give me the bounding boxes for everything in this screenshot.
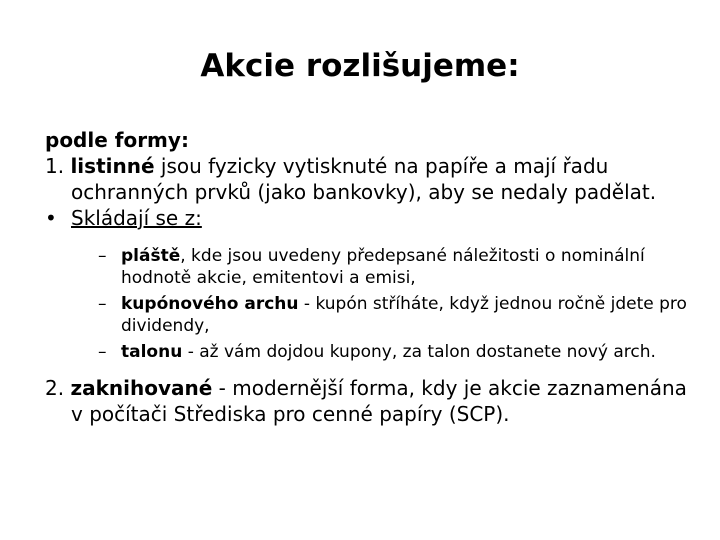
slide-title: Akcie rozlišujeme:: [200, 48, 520, 84]
section-heading: [45, 127, 705, 153]
dash-icon: –: [98, 294, 107, 314]
item-2-number: 2.: [45, 376, 65, 400]
item-2-term: zaknihované: [70, 376, 213, 400]
sub-item-term: kupónového archu: [121, 294, 299, 314]
slide-body: [45, 127, 705, 447]
bullet-icon: •: [45, 206, 57, 230]
bullet-text: Skládají se z:: [71, 206, 202, 230]
item-2-text: - modernější forma, kdy je akcie zaznamenána v počítači Střediska pro cenné papíry (SCP).: [71, 376, 687, 426]
sub-item-term: pláště: [121, 246, 181, 266]
dash-icon: –: [98, 342, 107, 362]
list-item-1: [45, 153, 705, 205]
bullet-item: [45, 205, 705, 231]
item-1-text: jsou fyzicky vytisknuté na papíře a mají řadu ochranných prvků (jako bankovky), aby se nedaly padělat.: [71, 154, 657, 204]
item-1-term: listinné: [70, 154, 155, 178]
sub-item-content: [121, 245, 705, 289]
dash-icon: –: [98, 246, 107, 266]
sub-item-talon: [98, 341, 705, 363]
sub-item-kupon: [98, 293, 705, 337]
item-1-number: 1.: [45, 154, 65, 178]
sub-list: [45, 245, 705, 363]
heading-text: podle formy:: [45, 128, 189, 152]
sub-item-text: , kde jsou uvedeny předepsané náležitosti o nominální hodnotě akcie, emitentovi a emisi,: [121, 246, 645, 288]
sub-item-text: - až vám dojdou kupony, za talon dostanete nový arch.: [182, 342, 656, 362]
sub-item-content: [121, 341, 656, 363]
sub-item-content: [121, 293, 705, 337]
sub-item-term: talonu: [121, 342, 183, 362]
list-item-2: [45, 375, 705, 427]
sub-item-text: - kupón stříháte, když jednou ročně jdete pro dividendy,: [121, 294, 687, 336]
sub-item-plaste: [98, 245, 705, 289]
